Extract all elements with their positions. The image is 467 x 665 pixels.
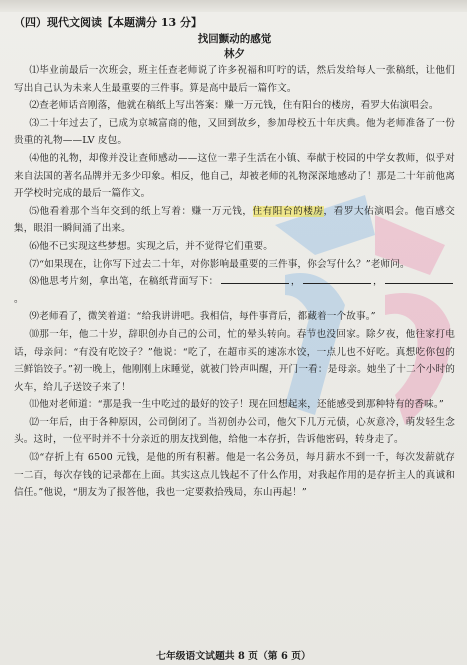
- paragraph-8: ⑻他思考片刻，拿出笔，在稿纸背面写下： ， ，。: [14, 273, 455, 308]
- paragraph-4: ⑷他的礼物，却像并没让查师感动——这位一辈子生活在小镇、奉献于校园的中学女教师，似乎对来自法国的著名品牌并无多少印象。相反，他自己，却被老师的礼物深深地感动了！那是二十年前他离开学校时完成的最后一篇作文。: [14, 152, 455, 200]
- paragraph-5-end: ，看罗大佑演唱会。他百感交集，眼泪一瞬间涌了出来。: [14, 205, 455, 235]
- page-fold-shadow: [0, 0, 467, 12]
- article-author: 林夕: [224, 48, 245, 60]
- paragraph-13: ⒀“存折上有 6500 元钱，是他的所有积蓄。他是一名公务员，每月薪水不到一千，每次发薪就存一二百，每次存钱的记录都在上面。其实这点儿钱起不了什么作用，对我起作用的是存折主人的真诚和信任。”他说，“朋友为了报答他，我也一定要救拾残局，东山再起！”: [14, 452, 455, 499]
- paragraph-2: ⑵查老师话音刚落，他就在稿纸上写出答案：赚一万元钱，住有阳台的楼房，看罗大佑演唱会。: [29, 100, 439, 112]
- paragraph-7: ⑺“如果现在，让你写下过去二十年，对你影响最重要的三件事，你会写什么？”老师问。: [29, 258, 410, 270]
- paragraph-11: ⑾他对老师道：“那是我一生中吃过的最好的饺子！现在回想起来，还能感受到那种特有的香味。”: [29, 399, 444, 411]
- section-title: （四）现代文阅读【本题满分 13 分】: [14, 16, 202, 29]
- article-title: 找回颤动的感觉: [197, 33, 272, 45]
- answer-blank-3[interactable]: [385, 273, 453, 284]
- page-footer: 七年级语文试题共 8 页（第 6 页）: [156, 651, 311, 662]
- paragraph-8-start: ⑻他思考片刻，拿出笔，在稿纸背面写下：: [29, 276, 219, 288]
- answer-blank-1[interactable]: [221, 273, 289, 284]
- paragraph-1: ⑴毕业前最后一次班会，班主任查老师说了许多祝福和叮咛的话，然后发给每人一张稿纸，让他们写出自己认为未来人生最重要的三件事。算是高中最后一篇作文。: [14, 65, 455, 94]
- paragraph-10: ⑽那一年，他二十岁，辞职创办自己的公司，忙的晕头转向。春节也没回家。除夕夜，他往家打电话，母亲问：“有没有吃饺子？”他说：“吃了，在超市买的速冻水饺，一点儿也不好吃。真想吃你包的三鲜馅饺子。”初一晚上，他刚刚上床睡觉，就被门铃声叫醒，开门一看：是母亲。她坐了十二个小时的火车，给儿子送饺子来了！: [14, 328, 455, 393]
- paragraph-3: ⑶二十年过去了，已成为京城富商的他，又回到故乡，参加母校五十年庆典。他为老师准备了一份贵重的礼物——LV 皮包。: [14, 117, 455, 147]
- answer-blank-2[interactable]: [303, 273, 371, 284]
- paragraph-6: ⑹他不已实现这些梦想。实现之后，并不觉得它们重要。: [29, 240, 273, 252]
- paragraph-5: [14, 203, 455, 238]
- paragraph-12: ⑿一年后，由于各种原因，公司倒闭了。当初创办公司，他欠下几万元债，心灰意冷，萌发轻生念头。这时，一位平时并不十分亲近的朋友找到他，给他一本存折，告诉他密码，转身走了。: [14, 416, 455, 446]
- document-body: [14, 14, 455, 502]
- paragraph-8-end: 。: [14, 293, 24, 305]
- paragraph-5-start: ⑸他看着那个当年交到的纸上写着：赚一万元钱，: [29, 205, 253, 217]
- highlighted-text: 住有阳台的楼房: [252, 205, 324, 217]
- paragraph-9: ⑼老师看了，微笑着道：“给我讲讲吧。我相信，每件事背后，都藏着一个故事。”: [29, 311, 376, 323]
